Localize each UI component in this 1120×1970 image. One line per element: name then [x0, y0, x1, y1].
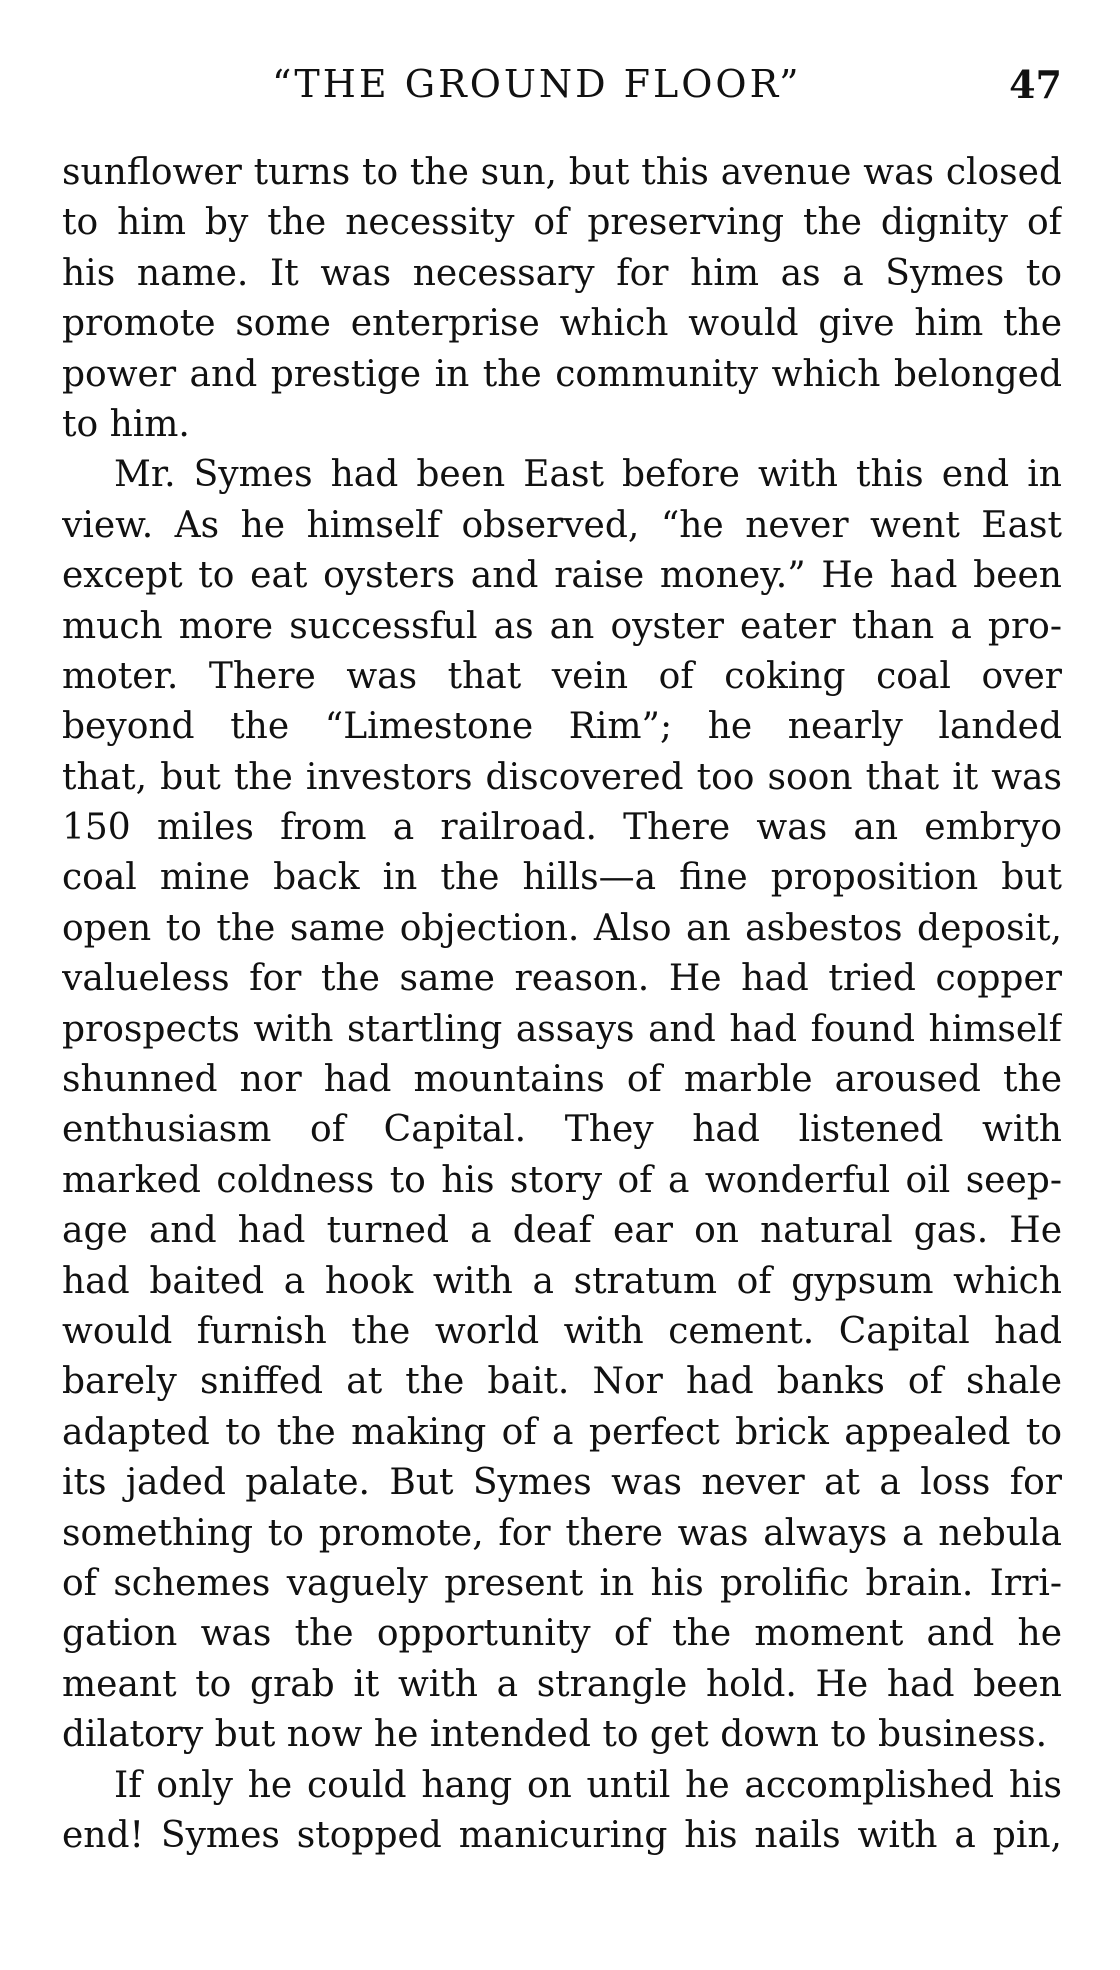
text-line: except to eat oysters and raise money.” He had been — [62, 555, 1062, 597]
page-number: 47 — [1009, 62, 1062, 107]
text-line: adapted to the making of a perfect brick appealed to — [62, 1411, 1062, 1453]
text-line: end! Symes stopped manicuring his nails with a pin, — [62, 1814, 1062, 1856]
text-line: to him. — [62, 403, 190, 445]
paragraph — [62, 1761, 1062, 1862]
text-line: to him by the necessity of preserving the dignity of — [62, 202, 1062, 244]
text-line: power and prestige in the community which belonged — [62, 353, 1062, 395]
text-line: enthusiasm of Capital. They had listened with — [62, 1109, 1062, 1151]
text-line: his name. It was necessary for him as a Symes to — [62, 252, 1062, 294]
text-line: shunned nor had mountains of marble aroused the — [62, 1059, 1062, 1101]
text-line: sunflower turns to the sun, but this avenue was closed — [62, 152, 1062, 193]
text-line: view. As he himself observed, “he never went East — [62, 504, 1062, 546]
page-header — [62, 62, 1062, 122]
text-line: barely sniffed at the bait. Nor had banks of shale — [62, 1361, 1062, 1403]
text-line: meant to grab it with a strangle hold. He had been — [62, 1663, 1062, 1705]
text-line: age and had turned a deaf ear on natural gas. He — [62, 1210, 1062, 1252]
text-line: that, but the investors discovered too soon that it was — [62, 756, 1062, 798]
paragraph — [62, 148, 1062, 450]
body-text — [62, 148, 1062, 1861]
text-line: dilatory but now he intended to get down to business. — [62, 1714, 1048, 1756]
text-line: its jaded palate. But Symes was never at a loss for — [62, 1462, 1062, 1504]
text-line: would furnish the world with cement. Capital had — [62, 1310, 1062, 1352]
text-line: had baited a hook with a stratum of gypsum which — [62, 1260, 1062, 1302]
paragraph — [62, 450, 1062, 1760]
running-head: “THE GROUND FLOOR” — [272, 62, 802, 106]
text-line: If only he could hang on until he accomplished his — [114, 1764, 1062, 1806]
text-line: gation was the opportunity of the moment and he — [62, 1613, 1062, 1655]
text-line: much more successful as an oyster eater than a pro- — [62, 605, 1062, 647]
text-line: moter. There was that vein of coking coal over — [62, 655, 1062, 697]
text-line: prospects with startling assays and had found himself — [62, 1008, 1062, 1050]
text-line: Mr. Symes had been East before with this end in — [114, 454, 1062, 496]
text-line: marked coldness to his story of a wonderful oil seep- — [62, 1159, 1062, 1201]
text-line: beyond the “Limestone Rim”; he nearly landed — [62, 706, 1062, 748]
text-line: something to promote, for there was always a nebula — [62, 1512, 1062, 1554]
text-line: 150 miles from a railroad. There was an embryo — [62, 807, 1062, 849]
text-line: of schemes vaguely present in his prolific brain. Irri- — [62, 1562, 1062, 1604]
text-line: coal mine back in the hills—a fine proposition but — [62, 857, 1062, 899]
text-line: open to the same objection. Also an asbestos deposit, — [62, 907, 1062, 949]
text-line: valueless for the same reason. He had tried copper — [62, 958, 1062, 1000]
text-line: promote some enterprise which would give him the — [62, 303, 1062, 345]
